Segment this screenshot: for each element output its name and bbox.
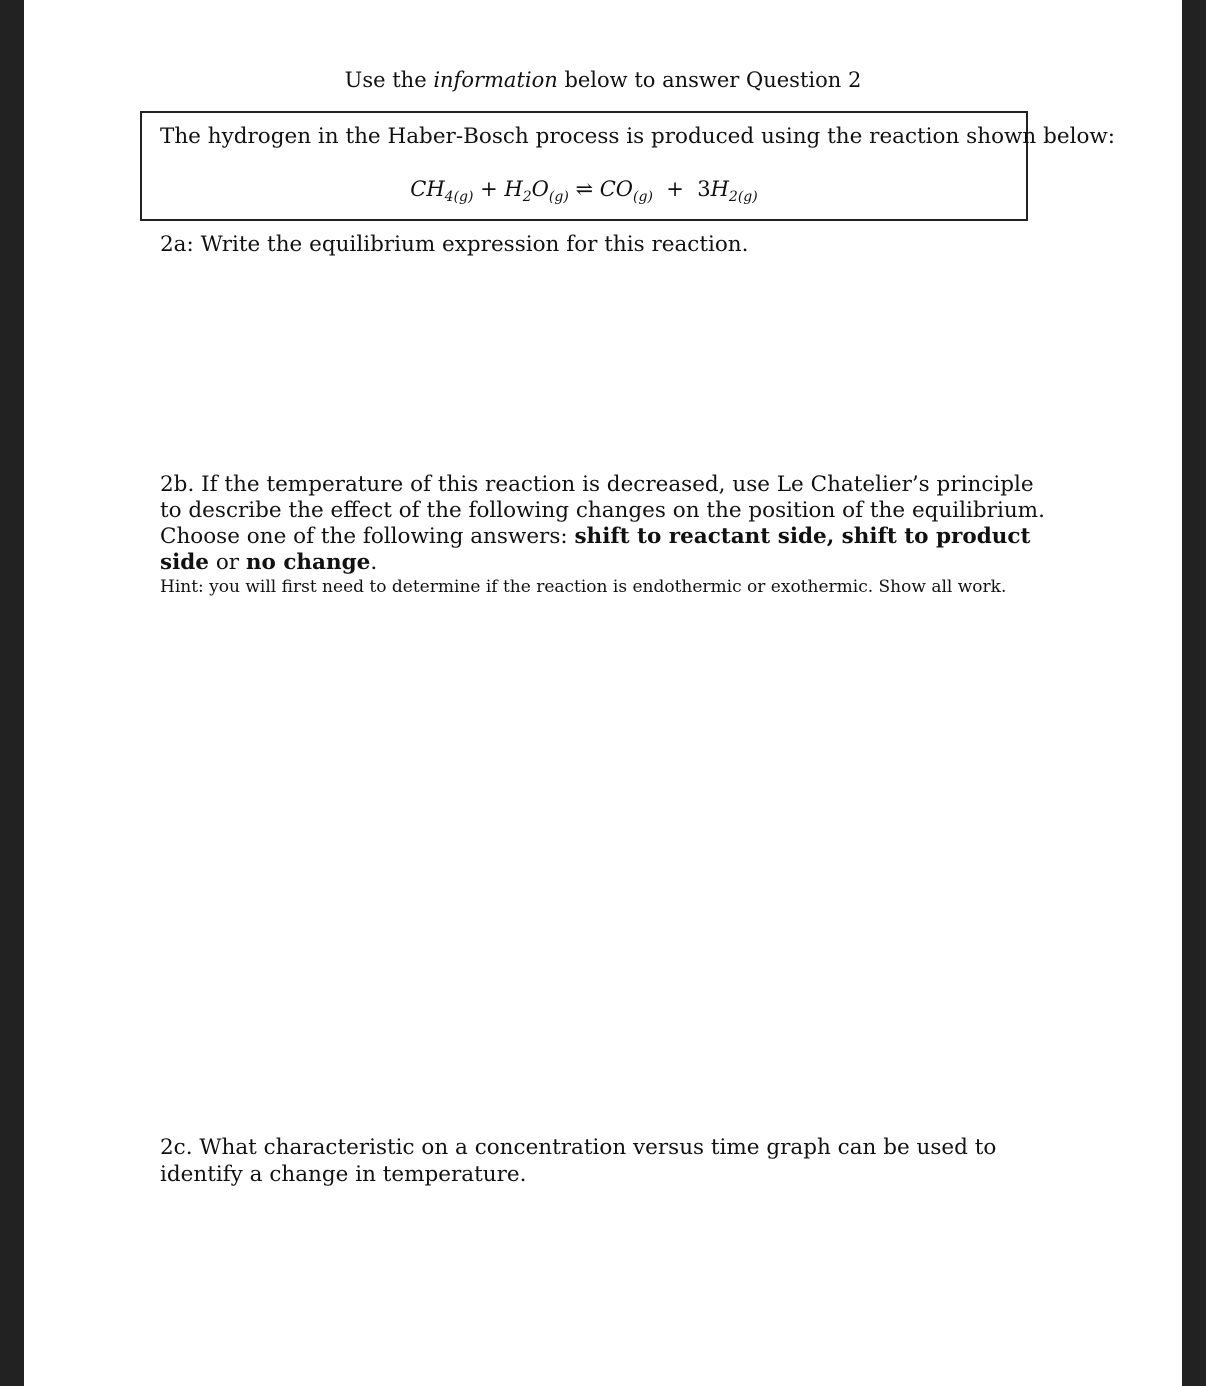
question-2b (160, 472, 1060, 598)
intro-italic: information (433, 68, 558, 92)
eq-reactant-2a: H (504, 177, 523, 201)
q2b-option-no-change: no change (245, 550, 371, 575)
eq-reactant-2-sub1: 2 (522, 189, 532, 205)
q2b-option-shifts: shift to reactant side, shift to product side (160, 524, 1031, 575)
q2b-text: 2b. If the temperature of this reaction is decreased, use Le Chatelier’s principle to describe the effect of the following changes on the position of the equilibrium. Choose one of the following answers: (160, 472, 1045, 549)
info-box-text: The hydrogen in the Haber-Bosch process is produced using the reaction shown below: (160, 124, 1116, 149)
eq-plus-2: + (652, 177, 698, 201)
information-box (140, 111, 1116, 221)
eq-product-1-sub: (g) (633, 189, 653, 205)
question-2a: 2a: Write the equilibrium expression for this reaction. (160, 232, 749, 257)
intro-after: below to answer Question 2 (557, 68, 862, 92)
q2b-connector: or (208, 550, 246, 575)
eq-reactant-1-sub: 4(g) (444, 189, 474, 205)
intro-line (0, 68, 1206, 92)
reaction-equation (142, 177, 1026, 205)
eq-plus-1: + (473, 177, 505, 201)
intro-before: Use the (344, 68, 434, 92)
q2b-hint: Hint: you will first need to determine if the reaction is endothermic or exothermic. Show all work. (160, 577, 1007, 597)
document-page (24, 0, 1182, 1386)
q2b-period: . (370, 550, 378, 575)
question-2c: 2c. What characteristic on a concentration versus time graph can be used to identify a change in temperature. (160, 1135, 997, 1187)
eq-reactant-2b: O (531, 177, 549, 201)
eq-equilibrium-arrow: ⇌ (568, 177, 600, 201)
eq-product-2: H (710, 177, 729, 201)
eq-product-2-coef: 3 (697, 177, 711, 201)
eq-product-2-sub: 2(g) (728, 189, 758, 205)
eq-reactant-1: CH (410, 177, 445, 201)
eq-reactant-2-sub2: (g) (548, 189, 569, 205)
eq-product-1: CO (599, 177, 634, 201)
